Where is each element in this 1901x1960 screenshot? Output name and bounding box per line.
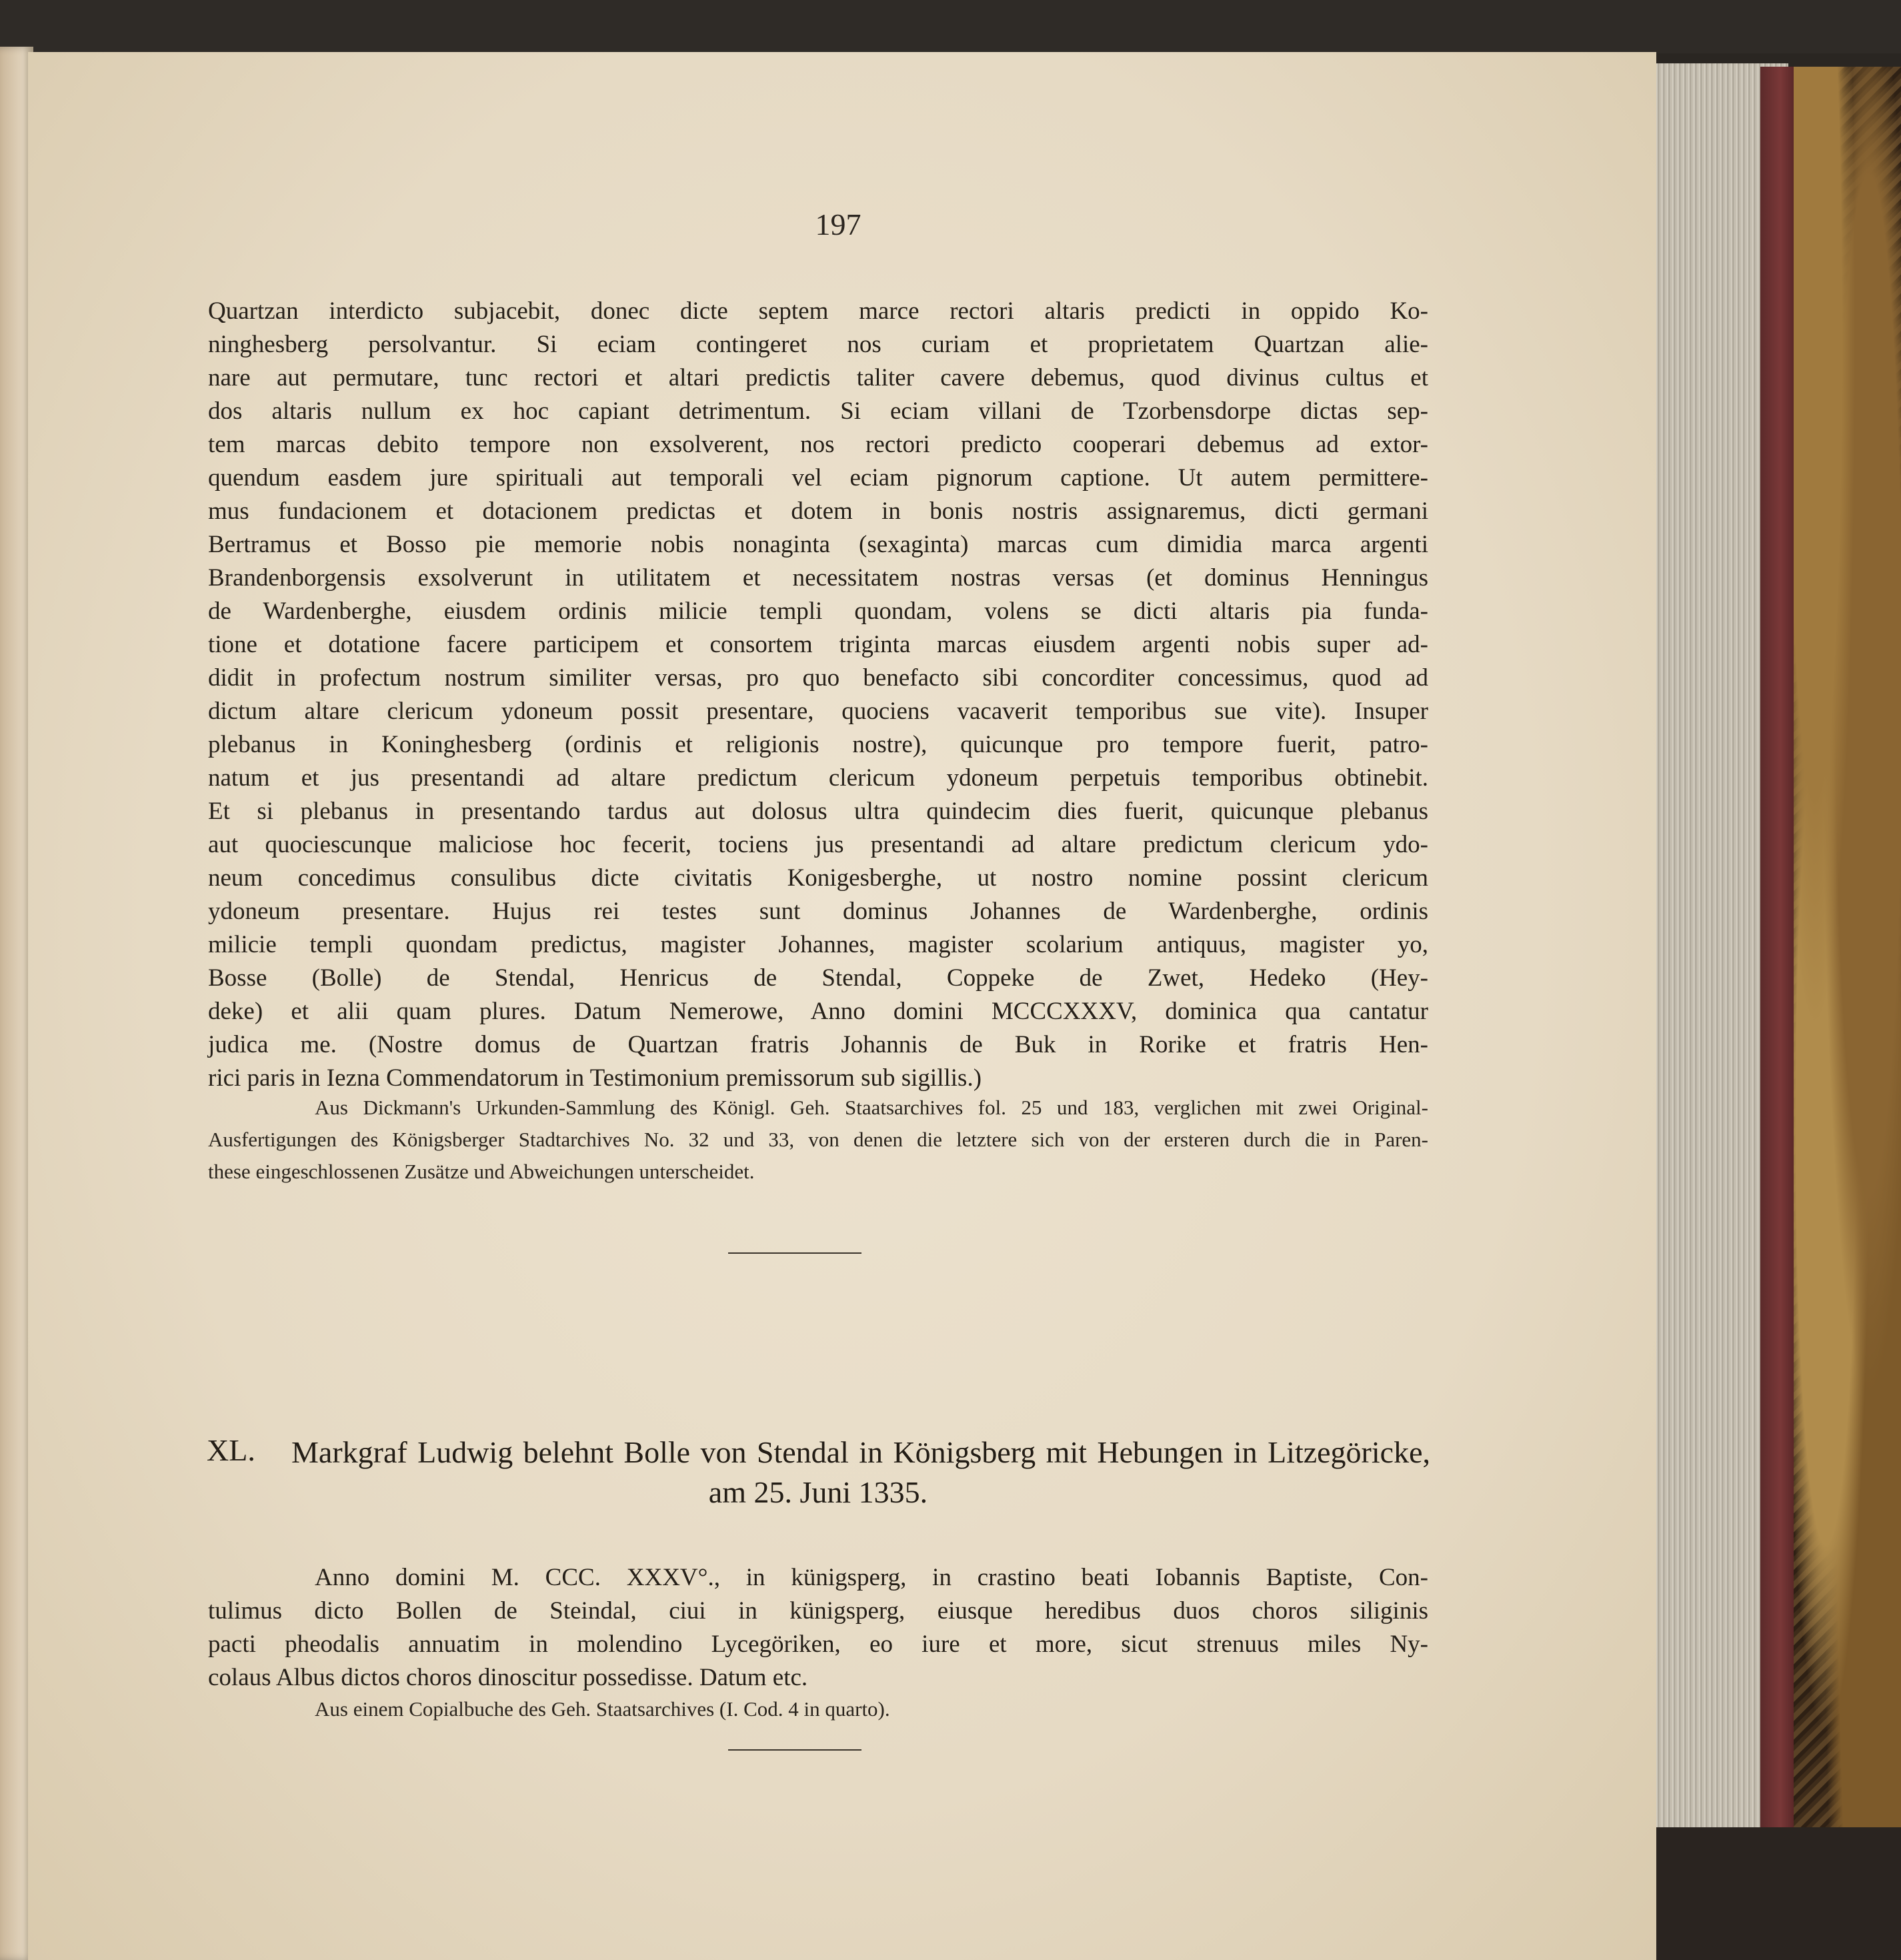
source-note-2: Aus einem Copialbuche des Geh. Staatsarchives (I. Cod. 4 in quarto). bbox=[315, 1697, 890, 1721]
text-line: Bertramus et Bosso pie memorie nobis nonaginta (sexaginta) marcas cum dimidia marca argenti bbox=[208, 531, 1428, 558]
text-line: Bosse (Bolle) de Stendal, Henricus de Stendal, Coppeke de Zwet, Hedeko (Hey- bbox=[208, 964, 1428, 992]
text-line: tem marcas debito tempore non exsolverent, nos rectori predicto cooperari debemus ad extor- bbox=[208, 431, 1428, 458]
text-line: ninghesberg persolvantur. Si eciam contingeret nos curiam et proprietatem Quartzan alie- bbox=[208, 331, 1428, 358]
text-line: didit in profectum nostrum similiter versas, pro quo benefacto sibi concorditer concessimus, quod ad bbox=[208, 664, 1428, 692]
text-line: milicie templi quondam predictus, magister Johannes, magister scolarium antiquus, magister yo, bbox=[208, 931, 1428, 958]
text-line: aut quociescunque maliciose hoc fecerit, tociens jus presentandi ad altare predictum clericum ydo- bbox=[208, 831, 1428, 858]
text-line: mus fundacionem et dotacionem predictas et dotem in bonis nostris assignaremus, dicti germani bbox=[208, 498, 1428, 525]
heading-title: Markgraf Ludwig belehnt Bolle von Stendal in Königsberg mit Hebungen in Litzegöricke, bbox=[291, 1435, 1430, 1469]
text-line: tione et dotatione facere participem et consortem triginta marcas eiusdem argenti nobis super ad- bbox=[208, 631, 1428, 658]
text-line: Et si plebanus in presentando tardus aut dolosus ultra quindecim dies fuerit, quicunque plebanus bbox=[208, 798, 1428, 825]
document-number: XL. bbox=[207, 1433, 255, 1467]
section-rule bbox=[728, 1252, 861, 1254]
scan-background-top bbox=[0, 0, 1901, 53]
text-line: neum concedimus consulibus dicte civitatis Konigesberghe, ut nostro nomine possint clericum bbox=[208, 864, 1428, 892]
text-line: Quartzan interdicto subjacebit, donec dicte septem marce rectori altaris predicti in oppido Ko- bbox=[208, 297, 1428, 325]
source-line: Aus Dickmann's Urkunden-Sammlung des Königl. Geh. Staatsarchives fol. 25 und 183, verglichen mit zwei Original- bbox=[315, 1096, 1428, 1119]
source-line: these eingeschlossenen Zusätze und Abweichungen unterscheidet. bbox=[208, 1160, 755, 1183]
page-number: 197 bbox=[815, 207, 861, 241]
text-line: nare aut permutare, tunc rectori et altari predictis taliter cavere debemus, quod divinus cultus et bbox=[208, 364, 1428, 391]
text-line: de Wardenberghe, eiusdem ordinis milicie templi quondam, volens se dicti altaris pia funda- bbox=[208, 598, 1428, 625]
heading-date: am 25. Juni 1335. bbox=[708, 1475, 928, 1509]
marbled-cover bbox=[1794, 67, 1901, 1827]
source-line: Ausfertigungen des Königsberger Stadtarchives No. 32 und 33, von denen die letztere sich von der ersteren durch die in Paren- bbox=[208, 1128, 1428, 1151]
text-line: dictum altare clericum ydoneum possit presentare, quociens vacaverit temporibus sue vite). Insuper bbox=[208, 698, 1428, 725]
text-line: judica me. (Nostre domus de Quartzan fratris Johannis de Buk in Rorike et fratris Hen- bbox=[208, 1031, 1428, 1058]
text-line: rici paris in Iezna Commendatorum in Testimonium premissorum sub sigillis.) bbox=[208, 1064, 982, 1092]
text-line: dos altaris nullum ex hoc capiant detrimentum. Si eciam villani de Tzorbensdorpe dictas sep- bbox=[208, 397, 1428, 425]
text-line: colaus Albus dictos choros dinoscitur possedisse. Datum etc. bbox=[208, 1664, 808, 1691]
scan-background-bottom bbox=[1655, 1827, 1901, 1960]
text-line: quendum easdem jure spirituali aut temporali vel eciam pignorum captione. Ut autem permittere- bbox=[208, 464, 1428, 492]
text-line: natum et jus presentandi ad altare predictum clericum ydoneum perpetuis temporibus obtinebit. bbox=[208, 764, 1428, 792]
book-page bbox=[28, 52, 1656, 1960]
text-line: plebanus in Koninghesberg (ordinis et religionis nostre), quicunque pro tempore fuerit, patro- bbox=[208, 731, 1428, 758]
text-line: deke) et alii quam plures. Datum Nemerowe, Anno domini MCCCXXXV, dominica qua cantatur bbox=[208, 998, 1428, 1025]
section-rule bbox=[728, 1749, 861, 1751]
text-line: pacti pheodalis annuatim in molendino Lycegöriken, eo iure et more, sicut strenuus miles Ny- bbox=[208, 1631, 1428, 1658]
text-line: ydoneum presentare. Hujus rei testes sunt dominus Johannes de Wardenberghe, ordinis bbox=[208, 898, 1428, 925]
text-line: tulimus dicto Bollen de Steindal, ciui in künigsperg, eiusque heredibus duos choros siliginis bbox=[208, 1597, 1428, 1625]
text-line: Anno domini M. CCC. XXXV°., in künigsperg, in crastino beati Iobannis Baptiste, Con- bbox=[315, 1564, 1428, 1591]
text-line: Brandenborgensis exsolverunt in utilitatem et necessitatem nostras versas (et dominus Henningus bbox=[208, 564, 1428, 592]
